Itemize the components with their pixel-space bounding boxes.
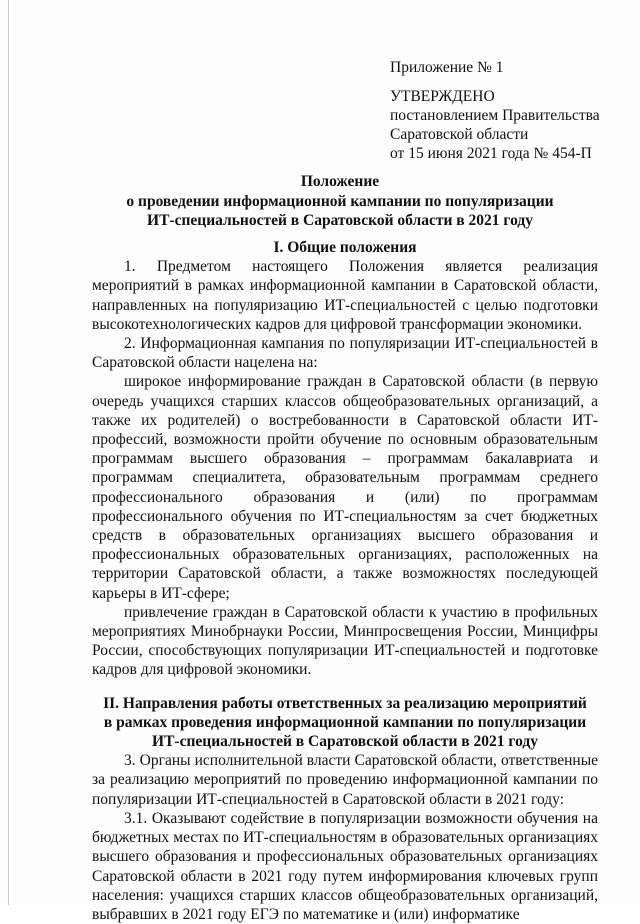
section-2-paragraph-1: 3. Органы исполнительной власти Саратовской области, ответственные за реализацию мероприятий по проведению информационной кампании по популяризации ИТ-специальностей в Саратовской области в 2021 году: <box>92 752 598 808</box>
section-2-heading-line-3: ИТ-специальностей в Саратовской области в 2021 году <box>152 733 538 751</box>
section-2-heading-line-2: в рамках проведения информационной кампании по популяризации <box>103 713 587 731</box>
section-2-heading-line-1: II. Направления работы ответственных за реализацию мероприятий <box>103 694 587 712</box>
approval-block <box>390 58 630 163</box>
section-1-heading: I. Общие положения <box>273 239 417 256</box>
title-line-2: о проведении информационной кампании по популяризации <box>126 192 554 210</box>
approval-line-3: от 15 июня 2021 года № 454-П <box>390 145 592 162</box>
document-title <box>80 172 600 231</box>
title-line-3: ИТ-специальностей в Саратовской области в 2021 году <box>147 212 533 229</box>
approval-line-1: постановлением Правительства <box>390 107 600 124</box>
section-1-paragraph-2: 2. Информационная кампания по популяризации ИТ-специальностей в Саратовской области нацелена на: <box>92 335 598 372</box>
title-line-1: Положение <box>300 173 380 190</box>
approved-stamp: УТВЕРЖДЕНО <box>390 88 495 105</box>
page-edge-line <box>8 0 9 905</box>
section-1-paragraph-1: 1. Предметом настоящего Положения является реализация мероприятий в рамках информационной кампании в Саратовской области, направленных на популяризацию ИТ-специальностей с целью подготовки высокотехнологических кадров для цифровой трансформации экономики. <box>92 258 598 333</box>
approval-line-2: Саратовской области <box>390 126 529 143</box>
document-body <box>92 238 598 924</box>
section-2-paragraph-2: 3.1. Оказывают содействие в популяризации возможности обучения на бюджетных местах по ИТ-специальностям в образовательных организациях высшего образования и профессиональных образовательных организациях Саратовской области в 2021 году путем информирования ключевых групп населения: учащихся старших классов общеобразовательных организаций, выбравших в 2021 году ЕГЭ по математике и (или) информатике <box>92 809 598 923</box>
section-1-paragraph-4: привлечение граждан в Саратовской области к участию в профильных мероприятиях Минобрнауки России, Минпросвещения России, Минцифры России, способствующих популяризации ИТ-специальностей и подготовке кадров для цифровой экономики. <box>92 603 598 679</box>
section-1-paragraph-3: широкое информирование граждан в Саратовской области (в первую очередь учащихся старших классов общеобразовательных организаций, а также их родителей) о востребованности в Саратовской области ИТ-профессий, возможности пройти обучение по основным образовательным программам высшего образования – программам бакалавриата и программам специалитета, образовательным программам среднего профессионального образования и (или) по программам профессионального обучения по ИТ-специальностям за счет бюджетных средств в образовательных организациях высшего образования и профессиональных образовательных организациях, расположенных на территории Саратовской области, а также возможностях последующей карьеры в ИТ-сфере; <box>92 373 598 602</box>
annex-number: Приложение № 1 <box>390 59 504 76</box>
